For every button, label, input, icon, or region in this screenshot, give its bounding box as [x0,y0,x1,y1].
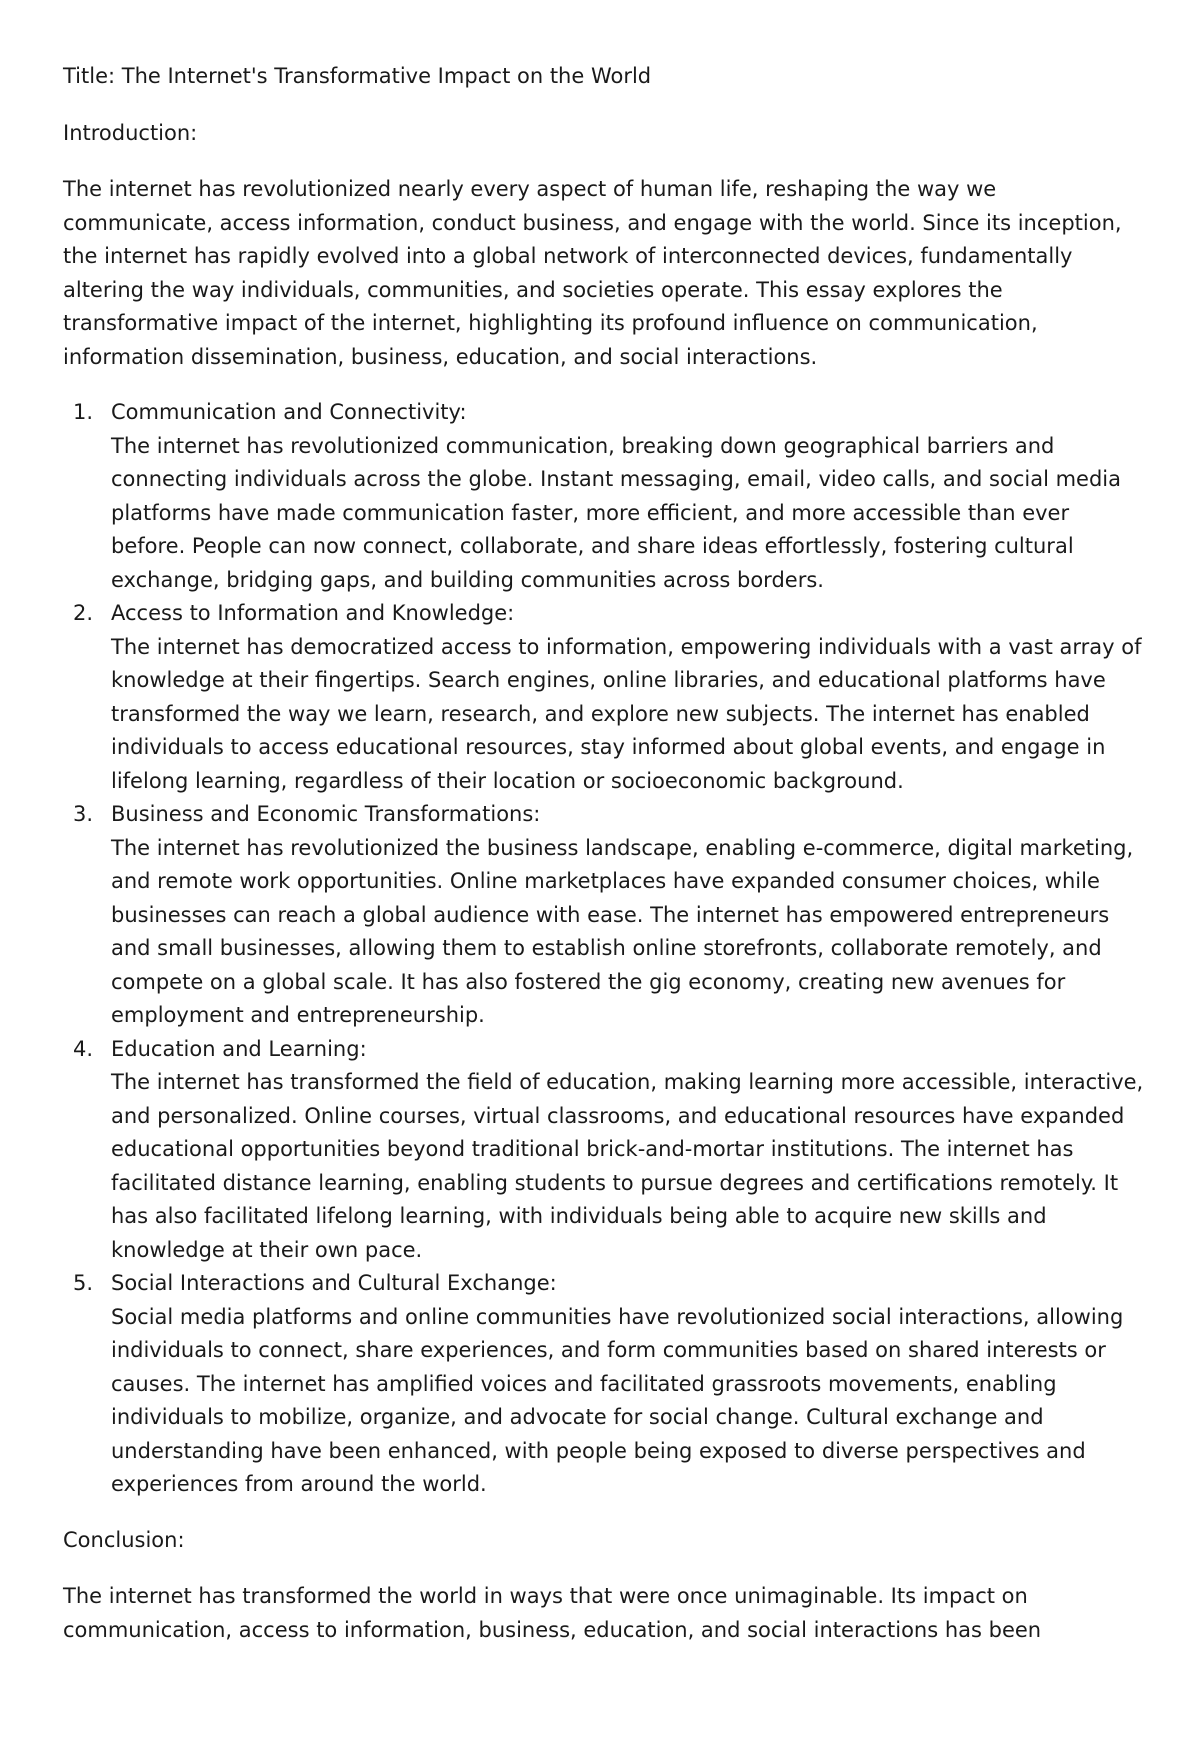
section-line: causes. The internet has amplified voices and facilitated grassroots movements, enabling [111,1371,1057,1396]
section-line: and small businesses, allowing them to establish online storefronts, collaborate remotely, and [111,936,1102,960]
section-item-information [63,597,1163,798]
conclusion-heading: Conclusion: [63,1527,185,1552]
section-line: The internet has revolutionized the business landscape, enabling e-commerce, digital marketing, [111,835,1134,860]
section-line: lifelong learning, regardless of their location or socioeconomic background. [111,768,904,793]
introduction-line: transformative impact of the internet, highlighting its profound influence on communication, [63,311,1038,335]
section-line: platforms have made communication faster, more efficient, and more accessible than ever [111,500,1070,525]
section-heading: Education and Learning: [111,1036,367,1061]
introduction-line: The internet has revolutionized nearly every aspect of human life, reshaping the way we [63,177,997,201]
document-body [63,60,1163,1647]
section-item-communication [63,396,1163,597]
section-line: knowledge at their fingertips. Search engines, online libraries, and educational platforms have [111,668,1106,692]
section-line: individuals to connect, share experiences, and form communities based on shared interests or [111,1338,1106,1362]
section-line: exchange, bridging gaps, and building communities across borders. [111,567,824,592]
introduction-line: altering the way individuals, communities, and societies operate. This essay explores the [63,277,1003,302]
section-line: The internet has revolutionized communication, breaking down geographical barriers and [111,433,1055,458]
conclusion-line: The internet has transformed the world in ways that were once unimaginable. Its impact on [63,1584,1028,1608]
section-line: knowledge at their own pace. [111,1237,423,1262]
section-line: experiences from around the world. [111,1472,487,1496]
section-line: before. People can now connect, collaborate, and share ideas effortlessly, fostering cultural [111,534,1074,558]
section-item-education [63,1033,1163,1268]
section-heading: Communication and Connectivity: [111,400,467,424]
section-line: educational opportunities beyond traditional brick-and-mortar institutions. The internet has [111,1137,1074,1161]
section-list [63,396,1163,1502]
conclusion-paragraph [63,1580,1163,1647]
section-line: The internet has democratized access to information, empowering individuals with a vast array of [111,634,1142,659]
document-title: Title: The Internet's Transformative Impact on the World [63,64,652,88]
section-heading: Access to Information and Knowledge: [111,601,515,625]
section-item-business [63,798,1163,1033]
section-line: compete on a global scale. It has also fostered the gig economy, creating new avenues for [111,969,1066,994]
section-item-social [63,1267,1163,1502]
introduction-heading: Introduction: [63,120,198,145]
introduction-line: the internet has rapidly evolved into a global network of interconnected devices, fundamentally [63,244,1073,268]
introduction-line: information dissemination, business, education, and social interactions. [63,344,818,369]
introduction-line: communicate, access information, conduct business, and engage with the world. Since its inception, [63,210,1122,235]
section-line: transformed the way we learn, research, and explore new subjects. The internet has enabled [111,701,1090,726]
introduction-paragraph [63,173,1163,374]
section-line: individuals to mobilize, organize, and advocate for social change. Cultural exchange and [111,1405,1044,1429]
section-number: 3. [73,802,94,826]
section-line: The internet has transformed the field of education, making learning more accessible, interactive, [111,1070,1144,1094]
section-number: 5. [73,1271,94,1295]
section-line: employment and entrepreneurship. [111,1003,485,1027]
section-number: 1. [73,400,94,424]
section-number: 4. [73,1036,94,1061]
section-line: and personalized. Online courses, virtual classrooms, and educational resources have expanded [111,1103,1125,1128]
section-heading: Social Interactions and Cultural Exchange: [111,1271,557,1295]
section-line: businesses can reach a global audience with ease. The internet has empowered entrepreneurs [111,902,1110,927]
section-line: has also facilitated lifelong learning, with individuals being able to acquire new skills and [111,1204,1047,1228]
section-line: individuals to access educational resources, stay informed about global events, and engage in [111,735,1106,759]
section-line: facilitated distance learning, enabling students to pursue degrees and certifications remotely. It [111,1170,1119,1195]
section-heading: Business and Economic Transformations: [111,802,541,826]
section-line: Social media platforms and online communities have revolutionized social interactions, allowing [111,1304,1124,1329]
section-line: and remote work opportunities. Online marketplaces have expanded consumer choices, while [111,869,1100,893]
section-line: connecting individuals across the globe. Instant messaging, email, video calls, and social media [111,467,1121,491]
conclusion-line: communication, access to information, business, education, and social interactions has been [63,1617,1042,1642]
section-line: understanding have been enhanced, with people being exposed to diverse perspectives and [111,1438,1086,1463]
section-number: 2. [73,601,94,625]
